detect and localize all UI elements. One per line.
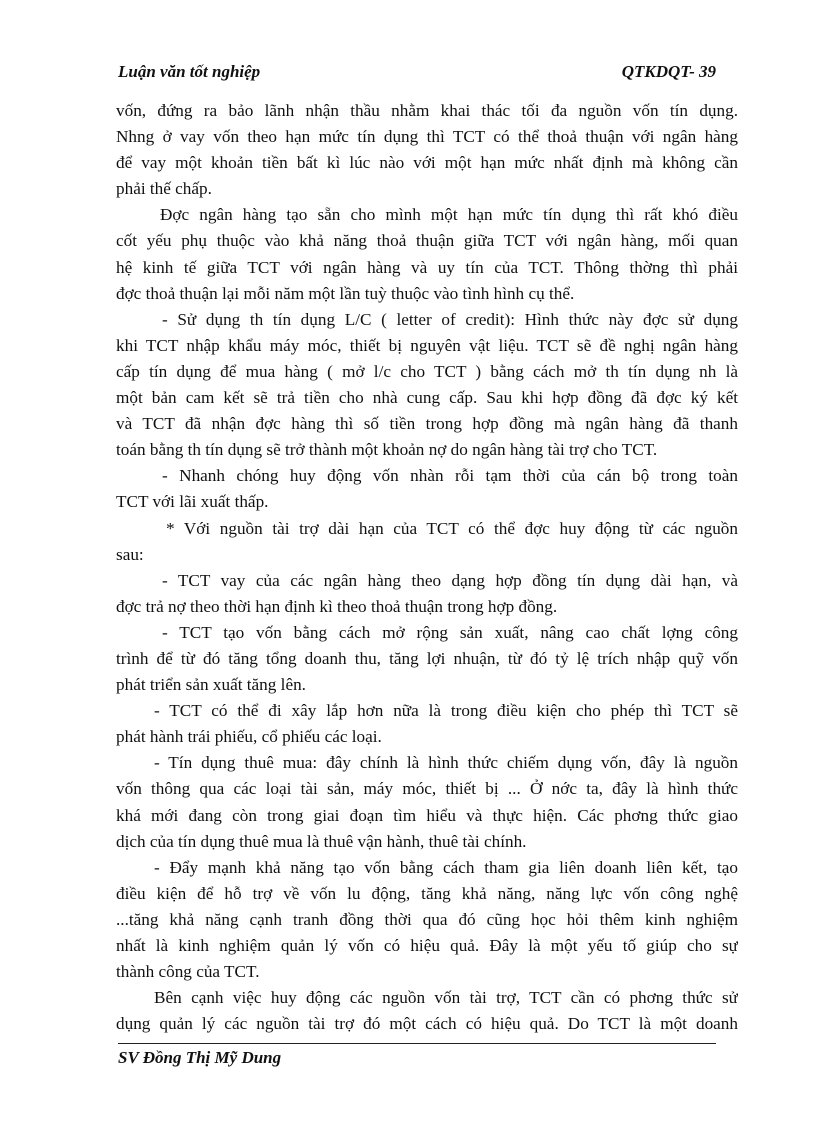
footer-author: SV Đồng Thị Mỹ Dung xyxy=(118,1048,282,1067)
body-line: - Đẩy mạnh khả năng tạo vốn bằng cách tham gia liên doanh liên kết, tạo xyxy=(154,857,738,877)
body-line: vốn, đứng ra bảo lãnh nhận thầu nhằm khai thác tối đa nguồn vốn tín dụng. xyxy=(116,101,738,120)
body-line: và TCT đã nhận đợc hàng thì số tiền trong hợp đồng mà ngân hàng đã thanh xyxy=(116,414,738,434)
body-line: phát hành trái phiếu, cổ phiếu các loại. xyxy=(116,727,382,747)
body-line: TCT với lãi xuất thấp. xyxy=(116,492,269,512)
footer-divider xyxy=(118,1043,716,1044)
header-thesis-title: Luận văn tốt nghiệp xyxy=(118,62,261,81)
body-line: đợc thoả thuận lại mỗi năm một lần tuỳ thuộc vào tình hình cụ thể. xyxy=(116,283,575,303)
body-line: sau: xyxy=(116,544,144,564)
body-line: dịch của tín dụng thuê mua là thuê vận hành, thuê tài chính. xyxy=(116,831,527,851)
body-line: - Nhanh chóng huy động vốn nhàn rỗi tạm thời của cán bộ trong toàn xyxy=(162,466,738,486)
body-line: ...tăng khả năng cạnh tranh đồng thời qua đó cũng học hỏi thêm kinh nghiệm xyxy=(116,909,738,929)
body-line: khi TCT nhập khẩu máy móc, thiết bị nguyên vật liệu. TCT sẽ đề nghị ngân hàng xyxy=(116,335,738,355)
body-line: Bên cạnh việc huy động các nguồn vốn tài trợ, TCT cần có phơng thức sử xyxy=(154,988,738,1008)
body-line: toán bằng th tín dụng sẽ trở thành một khoản nợ do ngân hàng tài trợ cho TCT. xyxy=(116,440,658,460)
body-line: cốt yếu phụ thuộc vào khả năng thoả thuận giữa TCT với ngân hàng, mối quan xyxy=(116,231,738,251)
header-page-code: QTKDQT- 39 xyxy=(621,62,716,81)
body-line: - Sử dụng th tín dụng L/C ( letter of credit): Hình thức này đợc sử dụng xyxy=(162,309,738,329)
body-line: phải thế chấp. xyxy=(116,179,212,199)
body-line: Nhng ở vay vốn theo hạn mức tín dụng thì TCT có thể thoả thuận với ngân hàng xyxy=(116,127,738,147)
body-line: phát triển sản xuất tăng lên. xyxy=(116,675,306,695)
body-line: hệ kinh tế giữa TCT với ngân hàng và uy tín của TCT. Thông thờng thì phải xyxy=(116,257,738,277)
body-line: nhất là kinh nghiệm quản lý vốn có hiệu quả. Đây là một yếu tố giúp cho sự xyxy=(116,936,738,955)
body-line: điều kiện để hỗ trợ về vốn lu động, tăng khả năng, năng lực vốn công nghệ xyxy=(116,883,738,903)
body-line: trình để từ đó tăng tổng doanh thu, tăng lợi nhuận, từ đó tỷ lệ trích nhập quỹ vốn xyxy=(116,648,738,668)
body-line: - Tín dụng thuê mua: đây chính là hình thức chiếm dụng vốn, đây là nguồn xyxy=(154,753,738,773)
body-line: cấp tín dụng để mua hàng ( mở l/c cho TCT ) bằng cách mở th tín dụng nh là xyxy=(116,361,738,381)
body-line: * Với nguồn tài trợ dài hạn của TCT có thể đợc huy động từ các nguồn xyxy=(166,518,738,538)
body-line: vốn thông qua các loại tài sản, máy móc, thiết bị ... Ở nớc ta, đây là hình thức xyxy=(116,779,738,799)
body-line: khá mới đang còn trong giai đoạn tìm hiểu và thực hiện. Các phơng thức giao xyxy=(116,805,738,825)
body-line: đợc trả nợ theo thời hạn định kì theo thoả thuận trong hợp đồng. xyxy=(116,596,558,616)
body-line: để vay một khoản tiền bất kì lúc nào với một hạn mức nhất định mà không cần xyxy=(116,153,738,173)
body-line: Đợc ngân hàng tạo sẵn cho mình một hạn mức tín dụng thì rất khó điều xyxy=(160,205,738,225)
body-line: thành công của TCT. xyxy=(116,962,260,982)
body-line: - TCT vay của các ngân hàng theo dạng hợp đồng tín dụng dài hạn, và xyxy=(162,570,738,590)
body-line: - TCT có thể đi xây lắp hơn nữa là trong điều kiện cho phép thì TCT sẽ xyxy=(154,701,738,721)
document-body xyxy=(116,98,738,1037)
body-line: dụng quản lý các nguồn tài trợ đó một cách có hiệu quả. Do TCT là một doanh xyxy=(116,1014,738,1034)
body-line: một bản cam kết sẽ trả tiền cho nhà cung cấp. Sau khi hợp đồng đã đợc ký kết xyxy=(116,388,738,408)
page-header xyxy=(118,62,718,84)
body-line: - TCT tạo vốn bằng cách mở rộng sản xuất, nâng cao chất lợng công xyxy=(162,622,738,642)
